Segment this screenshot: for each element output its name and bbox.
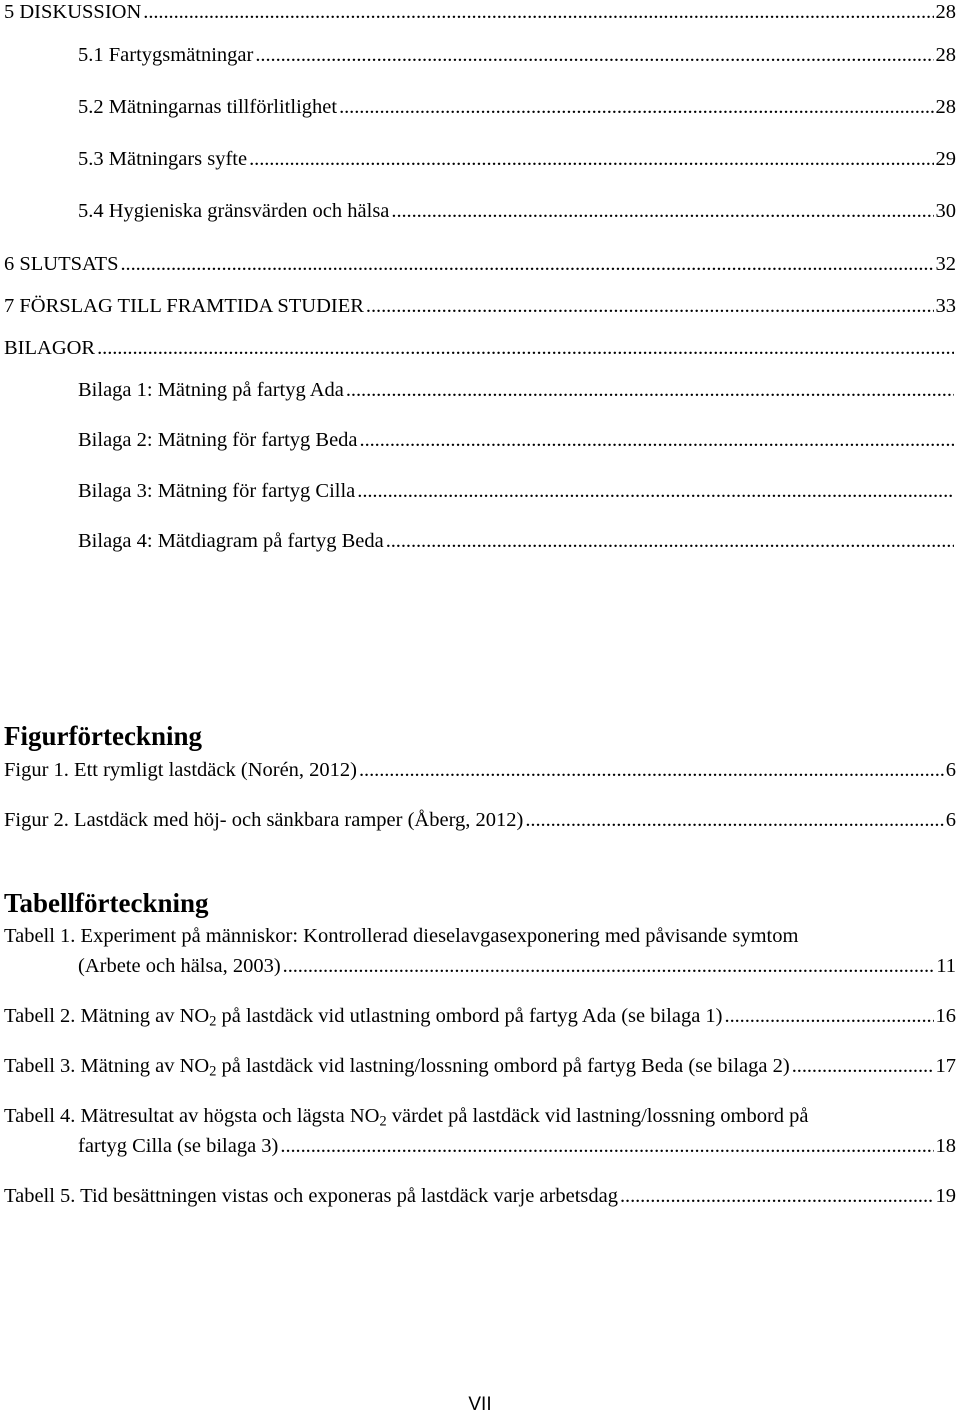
dot-leader xyxy=(249,149,933,170)
toc-entry-title: 5.2 Mätningarnas tillförlitlighet xyxy=(78,96,338,118)
toc-entry-page: 28 xyxy=(935,1,956,23)
toc-entry-title: 5.3 Mätningars syfte xyxy=(78,148,248,170)
toc-entry-title: 6 SLUTSATS xyxy=(4,253,119,275)
toc-entry-title: BILAGOR xyxy=(4,337,96,359)
table-entry-2[interactable] xyxy=(4,1005,956,1030)
dot-leader xyxy=(120,254,933,275)
toc-entry-syfte[interactable] xyxy=(78,149,956,170)
toc-entry-page: 29 xyxy=(935,148,956,170)
toc-entry-bilaga-2[interactable] xyxy=(78,430,956,451)
figure-entry-1[interactable] xyxy=(4,760,956,781)
table-entry-title: Tabell 5. Tid besättningen vistas och exponeras på lastdäck varje arbetsdag xyxy=(4,1185,618,1207)
toc-entry-gransvarden[interactable] xyxy=(78,201,956,222)
table-entry-page: 18 xyxy=(935,1135,956,1157)
table-entry-5[interactable] xyxy=(4,1186,956,1207)
dot-leader xyxy=(357,481,954,502)
toc-entry-slutsats[interactable] xyxy=(4,254,956,275)
table-entry-page: 11 xyxy=(936,955,956,977)
table-entry-4-line-1[interactable]: Tabell 4. Mätresultat av högsta och lägsta $NO_2$ värdet på lastdäck vid lastning/lossning ombord på xyxy=(4,1105,809,1130)
dot-leader xyxy=(255,45,933,66)
toc-entry-title: 7 FÖRSLAG TILL FRAMTIDA STUDIER xyxy=(4,295,364,317)
dot-leader xyxy=(391,201,933,222)
figure-entry-page: 6 xyxy=(945,809,956,831)
toc-entry-fartygsmatningar[interactable] xyxy=(78,45,956,66)
toc-entry-page: 32 xyxy=(935,253,956,275)
toc-entry-diskussion[interactable] xyxy=(4,2,956,23)
table-entry-1-line-1[interactable]: Tabell 1. Experiment på människor: Kontrollerad dieselavgasexponering med påvisande symtom xyxy=(4,925,799,947)
dot-leader xyxy=(620,1186,934,1207)
toc-entry-title: Bilaga 3: Mätning för fartyg Cilla xyxy=(78,480,356,502)
toc-entry-bilaga-4[interactable] xyxy=(78,531,956,552)
toc-entry-bilaga-1[interactable] xyxy=(78,380,956,401)
figure-list-heading: Figurförteckning xyxy=(4,721,202,751)
dot-leader xyxy=(280,1136,933,1157)
dot-leader xyxy=(97,338,954,359)
table-entry-3[interactable] xyxy=(4,1055,956,1080)
dot-leader xyxy=(725,1006,934,1027)
figure-entry-title: Figur 1. Ett rymligt lastdäck (Norén, 2012) xyxy=(4,759,357,781)
dot-leader xyxy=(366,296,934,317)
dot-leader xyxy=(360,430,954,451)
toc-entry-bilaga-3[interactable] xyxy=(78,481,956,502)
table-entry-title: fartyg Cilla (se bilaga 3) xyxy=(78,1135,279,1157)
page-number: VII xyxy=(468,1394,492,1415)
figure-entry-title: Figur 2. Lastdäck med höj- och sänkbara ramper (Åberg, 2012) xyxy=(4,809,524,831)
toc-entry-page: 30 xyxy=(935,200,956,222)
dot-leader xyxy=(525,810,943,831)
dot-leader xyxy=(339,97,933,118)
toc-entry-forslag[interactable] xyxy=(4,296,956,317)
toc-entry-tillforlitlighet[interactable] xyxy=(78,97,956,118)
toc-entry-title: Bilaga 4: Mätdiagram på fartyg Beda xyxy=(78,530,384,552)
dot-leader xyxy=(346,380,954,401)
dot-leader xyxy=(792,1056,934,1077)
table-entry-4[interactable] xyxy=(78,1136,956,1157)
table-entry-page: 17 xyxy=(935,1055,956,1077)
dot-leader xyxy=(143,2,933,23)
dot-leader xyxy=(359,760,944,781)
dot-leader xyxy=(386,531,954,552)
toc-entry-title: 5 DISKUSSION xyxy=(4,1,142,23)
figure-entry-page: 6 xyxy=(945,759,956,781)
dot-leader xyxy=(283,956,935,977)
table-list-heading: Tabellförteckning xyxy=(4,888,209,918)
table-entry-1[interactable] xyxy=(78,956,956,977)
toc-entry-title: 5.1 Fartygsmätningar xyxy=(78,44,254,66)
toc-entry-title: Bilaga 2: Mätning för fartyg Beda xyxy=(78,429,358,451)
toc-entry-page: 33 xyxy=(935,295,956,317)
table-entry-page: 16 xyxy=(935,1005,956,1027)
table-entry-title: Tabell 3. Mätning av $NO_2$ på lastdäck vid lastning/lossning ombord på fartyg Beda (se bilaga 2) xyxy=(4,1055,790,1080)
toc-entry-page: 28 xyxy=(935,44,956,66)
toc-entry-page: 28 xyxy=(935,96,956,118)
table-entry-title: Tabell 2. Mätning av $NO_2$ på lastdäck vid utlastning ombord på fartyg Ada (se bilaga 1) xyxy=(4,1005,723,1030)
table-entry-title: (Arbete och hälsa, 2003) xyxy=(78,955,281,977)
toc-entry-title: 5.4 Hygieniska gränsvärden och hälsa xyxy=(78,200,390,222)
figure-entry-2[interactable] xyxy=(4,810,956,831)
toc-entry-title: Bilaga 1: Mätning på fartyg Ada xyxy=(78,379,344,401)
toc-entry-bilagor[interactable] xyxy=(4,338,956,359)
table-entry-page: 19 xyxy=(935,1185,956,1207)
